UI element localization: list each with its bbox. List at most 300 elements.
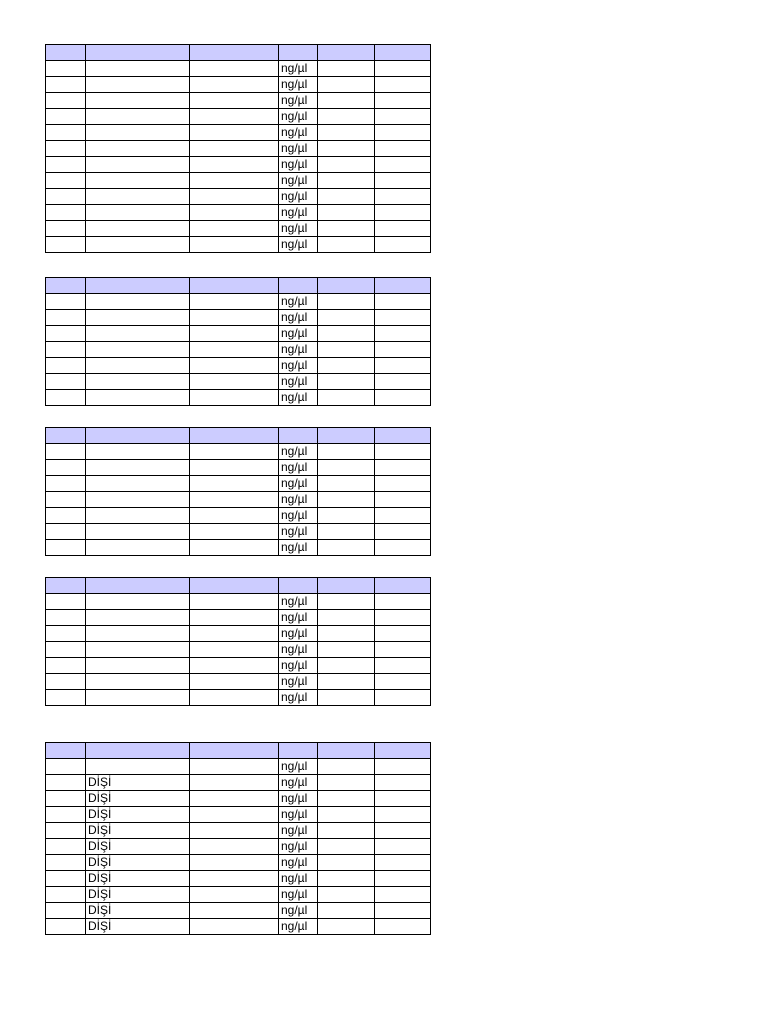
extra-cell[interactable] [375, 524, 431, 540]
sample-cell[interactable] [190, 326, 279, 342]
sample-cell[interactable] [190, 791, 279, 807]
unit-cell[interactable]: ng/µl [279, 540, 318, 556]
extra-cell[interactable] [375, 759, 431, 775]
value-cell[interactable] [318, 626, 375, 642]
table-row [46, 658, 431, 674]
unit-cell[interactable]: ng/µl [279, 903, 318, 919]
id-cell[interactable] [46, 125, 86, 141]
unit-cell[interactable]: ng/µl [279, 642, 318, 658]
sample-cell[interactable] [190, 775, 279, 791]
sample-cell[interactable] [190, 221, 279, 237]
gender-cell[interactable] [86, 221, 190, 237]
value-cell[interactable] [318, 887, 375, 903]
extra-cell[interactable] [375, 221, 431, 237]
unit-cell[interactable]: ng/µl [279, 205, 318, 221]
unit-cell[interactable]: ng/µl [279, 626, 318, 642]
header-cell[interactable] [279, 578, 318, 594]
sample-cell[interactable] [190, 374, 279, 390]
sample-cell[interactable] [190, 358, 279, 374]
sample-cell[interactable] [190, 540, 279, 556]
unit-cell[interactable]: ng/µl [279, 759, 318, 775]
extra-cell[interactable] [375, 310, 431, 326]
gender-cell[interactable] [86, 492, 190, 508]
table-row [46, 855, 431, 871]
unit-cell[interactable]: ng/µl [279, 390, 318, 406]
value-cell[interactable] [318, 690, 375, 706]
gender-cell[interactable] [86, 690, 190, 706]
extra-cell[interactable] [375, 460, 431, 476]
sample-cell[interactable] [190, 294, 279, 310]
sample-cell[interactable] [190, 626, 279, 642]
header-cell[interactable] [86, 278, 190, 294]
header-cell[interactable] [279, 278, 318, 294]
gender-cell[interactable] [86, 294, 190, 310]
value-cell[interactable] [318, 775, 375, 791]
unit-cell[interactable]: ng/µl [279, 508, 318, 524]
unit-cell[interactable]: ng/µl [279, 855, 318, 871]
gender-cell[interactable] [86, 157, 190, 173]
extra-cell[interactable] [375, 839, 431, 855]
header-cell[interactable] [318, 578, 375, 594]
id-cell[interactable] [46, 903, 86, 919]
unit-cell[interactable]: ng/µl [279, 791, 318, 807]
value-cell[interactable] [318, 390, 375, 406]
extra-cell[interactable] [375, 626, 431, 642]
id-cell[interactable] [46, 93, 86, 109]
extra-cell[interactable] [375, 887, 431, 903]
value-cell[interactable] [318, 358, 375, 374]
id-cell[interactable] [46, 658, 86, 674]
id-cell[interactable] [46, 374, 86, 390]
value-cell[interactable] [318, 492, 375, 508]
id-cell[interactable] [46, 294, 86, 310]
value-cell[interactable] [318, 61, 375, 77]
value-cell[interactable] [318, 205, 375, 221]
extra-cell[interactable] [375, 492, 431, 508]
header-cell[interactable] [86, 45, 190, 61]
header-cell[interactable] [190, 278, 279, 294]
gender-cell[interactable] [86, 658, 190, 674]
unit-cell[interactable]: ng/µl [279, 492, 318, 508]
value-cell[interactable] [318, 93, 375, 109]
gender-cell[interactable] [86, 141, 190, 157]
unit-cell[interactable]: ng/µl [279, 807, 318, 823]
table-row [46, 626, 431, 642]
unit-cell[interactable]: ng/µl [279, 610, 318, 626]
header-cell[interactable] [46, 278, 86, 294]
id-cell[interactable] [46, 310, 86, 326]
sample-cell[interactable] [190, 460, 279, 476]
header-cell[interactable] [46, 428, 86, 444]
id-cell[interactable] [46, 674, 86, 690]
gender-cell[interactable] [86, 77, 190, 93]
sample-cell[interactable] [190, 524, 279, 540]
header-cell[interactable] [375, 45, 431, 61]
unit-cell[interactable]: ng/µl [279, 374, 318, 390]
value-cell[interactable] [318, 141, 375, 157]
gender-cell[interactable] [86, 508, 190, 524]
extra-cell[interactable] [375, 791, 431, 807]
header-cell[interactable] [375, 578, 431, 594]
unit-cell[interactable]: ng/µl [279, 871, 318, 887]
gender-cell[interactable] [86, 460, 190, 476]
id-cell[interactable] [46, 594, 86, 610]
id-cell[interactable] [46, 157, 86, 173]
header-cell[interactable] [279, 45, 318, 61]
gender-cell[interactable] [86, 326, 190, 342]
id-cell[interactable] [46, 540, 86, 556]
id-cell[interactable] [46, 109, 86, 125]
gender-cell[interactable] [86, 476, 190, 492]
header-cell[interactable] [190, 45, 279, 61]
extra-cell[interactable] [375, 919, 431, 935]
id-cell[interactable] [46, 492, 86, 508]
header-cell[interactable] [318, 428, 375, 444]
sample-cell[interactable] [190, 77, 279, 93]
extra-cell[interactable] [375, 508, 431, 524]
unit-cell[interactable]: ng/µl [279, 658, 318, 674]
sample-cell[interactable] [190, 919, 279, 935]
sample-cell[interactable] [190, 610, 279, 626]
id-cell[interactable] [46, 610, 86, 626]
id-cell[interactable] [46, 460, 86, 476]
value-cell[interactable] [318, 919, 375, 935]
unit-cell[interactable]: ng/µl [279, 674, 318, 690]
value-cell[interactable] [318, 173, 375, 189]
extra-cell[interactable] [375, 342, 431, 358]
value-cell[interactable] [318, 674, 375, 690]
extra-cell[interactable] [375, 205, 431, 221]
unit-cell[interactable]: ng/µl [279, 221, 318, 237]
id-cell[interactable] [46, 839, 86, 855]
extra-cell[interactable] [375, 189, 431, 205]
value-cell[interactable] [318, 109, 375, 125]
gender-cell[interactable]: DİŞİ [86, 887, 190, 903]
id-cell[interactable] [46, 61, 86, 77]
sample-cell[interactable] [190, 93, 279, 109]
unit-cell[interactable]: ng/µl [279, 887, 318, 903]
extra-cell[interactable] [375, 903, 431, 919]
gender-cell[interactable] [86, 93, 190, 109]
extra-cell[interactable] [375, 237, 431, 253]
sample-cell[interactable] [190, 205, 279, 221]
id-cell[interactable] [46, 919, 86, 935]
value-cell[interactable] [318, 342, 375, 358]
value-cell[interactable] [318, 125, 375, 141]
extra-cell[interactable] [375, 775, 431, 791]
extra-cell[interactable] [375, 61, 431, 77]
sample-cell[interactable] [190, 855, 279, 871]
value-cell[interactable] [318, 189, 375, 205]
id-cell[interactable] [46, 871, 86, 887]
gender-cell[interactable] [86, 642, 190, 658]
extra-cell[interactable] [375, 294, 431, 310]
gender-cell[interactable] [86, 237, 190, 253]
extra-cell[interactable] [375, 390, 431, 406]
sample-cell[interactable] [190, 690, 279, 706]
sample-cell[interactable] [190, 342, 279, 358]
extra-cell[interactable] [375, 674, 431, 690]
extra-cell[interactable] [375, 173, 431, 189]
extra-cell[interactable] [375, 642, 431, 658]
value-cell[interactable] [318, 310, 375, 326]
unit-cell[interactable]: ng/µl [279, 358, 318, 374]
unit-cell[interactable]: ng/µl [279, 157, 318, 173]
sample-cell[interactable] [190, 887, 279, 903]
sample-cell[interactable] [190, 125, 279, 141]
unit-cell[interactable]: ng/µl [279, 61, 318, 77]
unit-cell[interactable]: ng/µl [279, 141, 318, 157]
extra-cell[interactable] [375, 690, 431, 706]
sample-cell[interactable] [190, 237, 279, 253]
value-cell[interactable] [318, 759, 375, 775]
gender-cell[interactable] [86, 205, 190, 221]
table-row [46, 823, 431, 839]
unit-cell[interactable]: ng/µl [279, 823, 318, 839]
header-cell[interactable] [86, 578, 190, 594]
value-cell[interactable] [318, 855, 375, 871]
unit-cell[interactable]: ng/µl [279, 460, 318, 476]
gender-cell[interactable]: DİŞİ [86, 775, 190, 791]
id-cell[interactable] [46, 791, 86, 807]
gender-cell[interactable]: DİŞİ [86, 791, 190, 807]
value-cell[interactable] [318, 237, 375, 253]
id-cell[interactable] [46, 237, 86, 253]
gender-cell[interactable] [86, 594, 190, 610]
header-cell[interactable] [375, 743, 431, 759]
unit-cell[interactable]: ng/µl [279, 775, 318, 791]
extra-cell[interactable] [375, 125, 431, 141]
header-cell[interactable] [279, 743, 318, 759]
table-row [46, 173, 431, 189]
sample-cell[interactable] [190, 390, 279, 406]
sample-cell[interactable] [190, 508, 279, 524]
unit-cell[interactable]: ng/µl [279, 444, 318, 460]
value-cell[interactable] [318, 508, 375, 524]
id-cell[interactable] [46, 173, 86, 189]
sample-cell[interactable] [190, 61, 279, 77]
value-cell[interactable] [318, 444, 375, 460]
id-cell[interactable] [46, 189, 86, 205]
gender-cell[interactable] [86, 374, 190, 390]
sample-cell[interactable] [190, 594, 279, 610]
value-cell[interactable] [318, 871, 375, 887]
value-cell[interactable] [318, 476, 375, 492]
id-cell[interactable] [46, 221, 86, 237]
sample-cell[interactable] [190, 109, 279, 125]
value-cell[interactable] [318, 524, 375, 540]
id-cell[interactable] [46, 77, 86, 93]
value-cell[interactable] [318, 791, 375, 807]
id-cell[interactable] [46, 326, 86, 342]
gender-cell[interactable] [86, 626, 190, 642]
gender-cell[interactable] [86, 61, 190, 77]
id-cell[interactable] [46, 358, 86, 374]
value-cell[interactable] [318, 823, 375, 839]
table-row [46, 508, 431, 524]
id-cell[interactable] [46, 887, 86, 903]
gender-cell[interactable]: DİŞİ [86, 855, 190, 871]
gender-cell[interactable] [86, 189, 190, 205]
sample-cell[interactable] [190, 173, 279, 189]
header-cell[interactable] [46, 45, 86, 61]
gender-cell[interactable]: DİŞİ [86, 903, 190, 919]
gender-cell[interactable] [86, 540, 190, 556]
gender-cell[interactable] [86, 358, 190, 374]
header-cell[interactable] [46, 743, 86, 759]
gender-cell[interactable] [86, 125, 190, 141]
id-cell[interactable] [46, 759, 86, 775]
value-cell[interactable] [318, 903, 375, 919]
id-cell[interactable] [46, 855, 86, 871]
unit-cell[interactable]: ng/µl [279, 524, 318, 540]
unit-cell[interactable]: ng/µl [279, 919, 318, 935]
unit-cell[interactable]: ng/µl [279, 237, 318, 253]
gender-cell[interactable] [86, 610, 190, 626]
gender-cell[interactable]: DİŞİ [86, 839, 190, 855]
sample-cell[interactable] [190, 476, 279, 492]
extra-cell[interactable] [375, 109, 431, 125]
gender-cell[interactable] [86, 524, 190, 540]
extra-cell[interactable] [375, 823, 431, 839]
value-cell[interactable] [318, 157, 375, 173]
header-cell[interactable] [190, 578, 279, 594]
id-cell[interactable] [46, 823, 86, 839]
extra-cell[interactable] [375, 807, 431, 823]
unit-cell[interactable]: ng/µl [279, 839, 318, 855]
value-cell[interactable] [318, 294, 375, 310]
value-cell[interactable] [318, 221, 375, 237]
id-cell[interactable] [46, 342, 86, 358]
extra-cell[interactable] [375, 93, 431, 109]
unit-cell[interactable]: ng/µl [279, 594, 318, 610]
sample-cell[interactable] [190, 823, 279, 839]
id-cell[interactable] [46, 476, 86, 492]
header-cell[interactable] [375, 278, 431, 294]
sample-cell[interactable] [190, 157, 279, 173]
value-cell[interactable] [318, 374, 375, 390]
gender-cell[interactable] [86, 310, 190, 326]
id-cell[interactable] [46, 390, 86, 406]
unit-cell[interactable]: ng/µl [279, 93, 318, 109]
gender-cell[interactable] [86, 109, 190, 125]
unit-cell[interactable]: ng/µl [279, 690, 318, 706]
header-cell[interactable] [46, 578, 86, 594]
sample-cell[interactable] [190, 444, 279, 460]
gender-cell[interactable]: DİŞİ [86, 823, 190, 839]
id-cell[interactable] [46, 141, 86, 157]
sample-cell[interactable] [190, 807, 279, 823]
header-cell[interactable] [318, 45, 375, 61]
unit-cell[interactable]: ng/µl [279, 77, 318, 93]
extra-cell[interactable] [375, 358, 431, 374]
id-cell[interactable] [46, 508, 86, 524]
sample-cell[interactable] [190, 759, 279, 775]
unit-cell[interactable]: ng/µl [279, 342, 318, 358]
sample-cell[interactable] [190, 492, 279, 508]
sample-cell[interactable] [190, 658, 279, 674]
unit-cell[interactable]: ng/µl [279, 476, 318, 492]
value-cell[interactable] [318, 839, 375, 855]
value-cell[interactable] [318, 807, 375, 823]
header-cell[interactable] [86, 743, 190, 759]
gender-cell[interactable] [86, 173, 190, 189]
extra-cell[interactable] [375, 141, 431, 157]
extra-cell[interactable] [375, 326, 431, 342]
extra-cell[interactable] [375, 444, 431, 460]
sample-cell[interactable] [190, 674, 279, 690]
unit-cell[interactable]: ng/µl [279, 326, 318, 342]
id-cell[interactable] [46, 775, 86, 791]
gender-cell[interactable]: DİŞİ [86, 871, 190, 887]
sample-cell[interactable] [190, 871, 279, 887]
sample-cell[interactable] [190, 189, 279, 205]
id-cell[interactable] [46, 205, 86, 221]
value-cell[interactable] [318, 594, 375, 610]
id-cell[interactable] [46, 807, 86, 823]
value-cell[interactable] [318, 658, 375, 674]
extra-cell[interactable] [375, 871, 431, 887]
value-cell[interactable] [318, 77, 375, 93]
header-cell[interactable] [318, 743, 375, 759]
header-cell[interactable] [190, 743, 279, 759]
gender-cell[interactable] [86, 342, 190, 358]
id-cell[interactable] [46, 626, 86, 642]
gender-cell[interactable] [86, 759, 190, 775]
gender-cell[interactable] [86, 444, 190, 460]
sample-cell[interactable] [190, 642, 279, 658]
extra-cell[interactable] [375, 374, 431, 390]
id-cell[interactable] [46, 690, 86, 706]
unit-cell[interactable]: ng/µl [279, 173, 318, 189]
header-cell[interactable] [190, 428, 279, 444]
extra-cell[interactable] [375, 77, 431, 93]
gender-cell[interactable]: DİŞİ [86, 919, 190, 935]
header-cell[interactable] [279, 428, 318, 444]
gender-cell[interactable] [86, 390, 190, 406]
header-cell[interactable] [318, 278, 375, 294]
header-cell[interactable] [375, 428, 431, 444]
sample-cell[interactable] [190, 903, 279, 919]
id-cell[interactable] [46, 524, 86, 540]
id-cell[interactable] [46, 642, 86, 658]
value-cell[interactable] [318, 540, 375, 556]
unit-cell[interactable]: ng/µl [279, 310, 318, 326]
id-cell[interactable] [46, 444, 86, 460]
extra-cell[interactable] [375, 594, 431, 610]
gender-cell[interactable]: DİŞİ [86, 807, 190, 823]
extra-cell[interactable] [375, 476, 431, 492]
unit-cell[interactable]: ng/µl [279, 189, 318, 205]
value-cell[interactable] [318, 642, 375, 658]
sample-cell[interactable] [190, 310, 279, 326]
value-cell[interactable] [318, 460, 375, 476]
value-cell[interactable] [318, 610, 375, 626]
unit-cell[interactable]: ng/µl [279, 294, 318, 310]
unit-cell[interactable]: ng/µl [279, 125, 318, 141]
sample-cell[interactable] [190, 141, 279, 157]
extra-cell[interactable] [375, 855, 431, 871]
unit-cell[interactable]: ng/µl [279, 109, 318, 125]
extra-cell[interactable] [375, 540, 431, 556]
value-cell[interactable] [318, 326, 375, 342]
gender-cell[interactable] [86, 674, 190, 690]
header-cell[interactable] [86, 428, 190, 444]
sample-cell[interactable] [190, 839, 279, 855]
extra-cell[interactable] [375, 610, 431, 626]
extra-cell[interactable] [375, 157, 431, 173]
extra-cell[interactable] [375, 658, 431, 674]
